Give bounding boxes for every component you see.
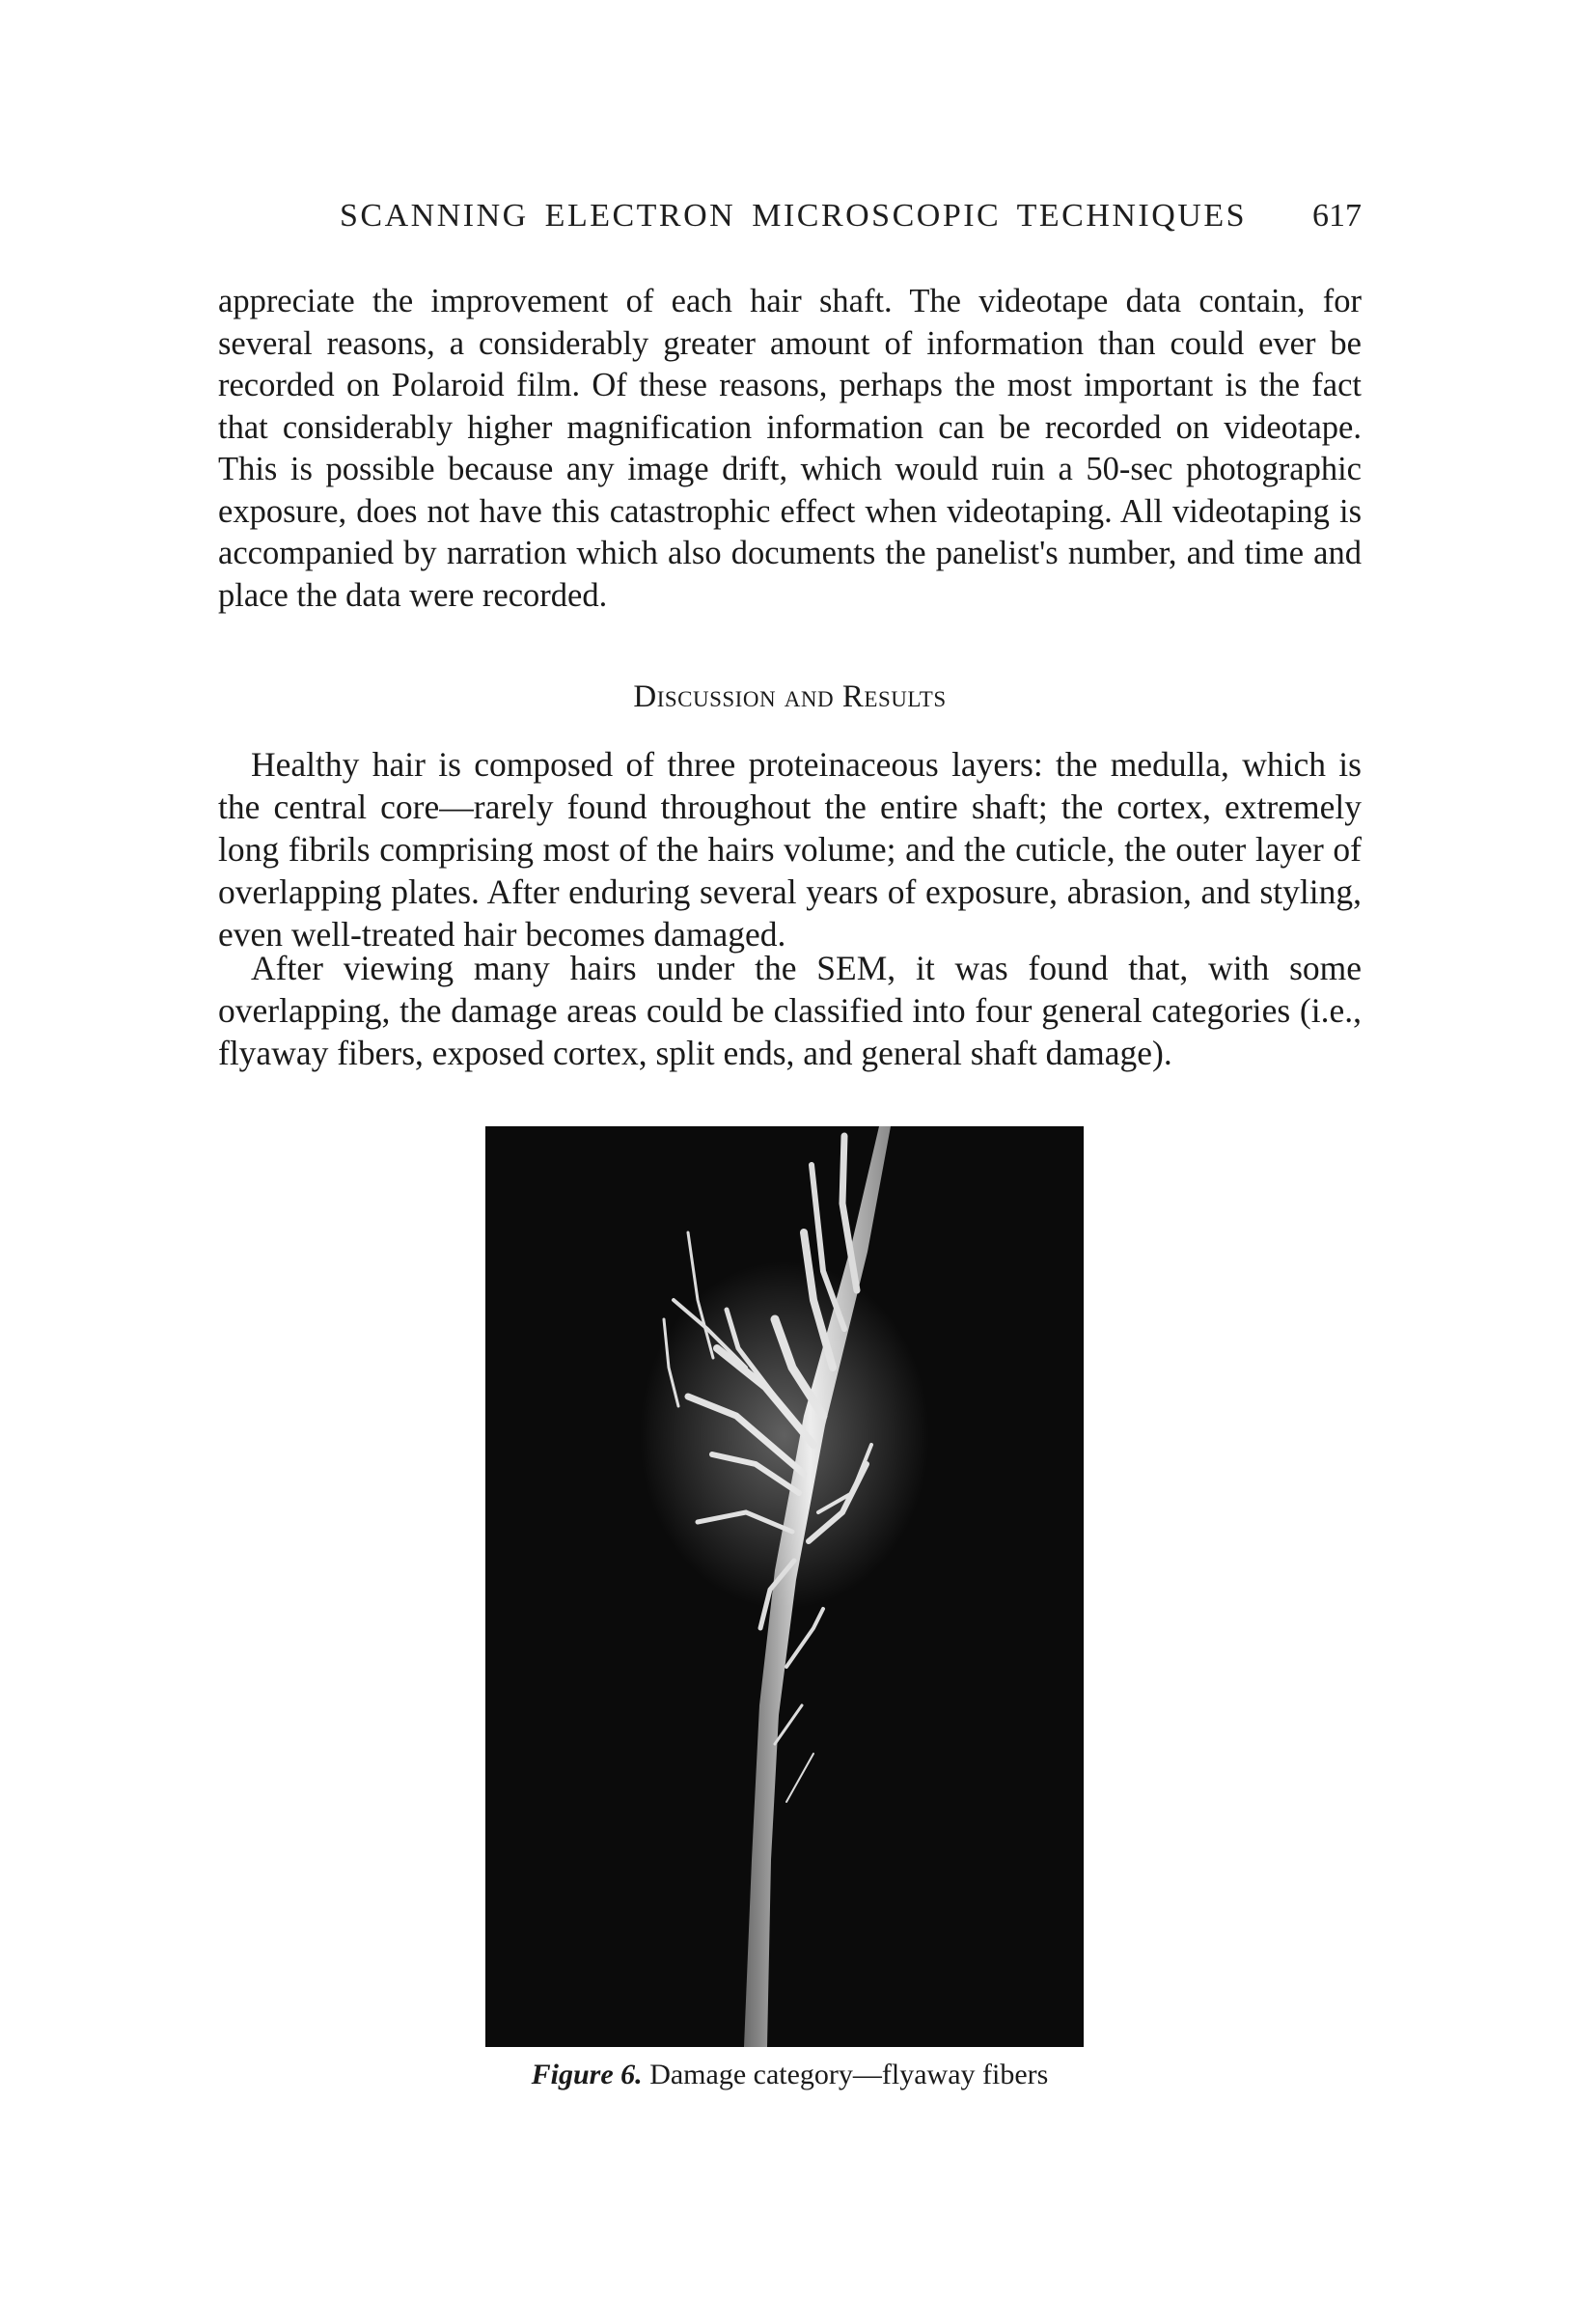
figure-label: Figure 6. — [531, 2059, 643, 2090]
page-number: 617 — [1312, 198, 1362, 234]
section-heading: Discussion and Results — [633, 679, 947, 714]
paragraph-videotape: appreciate the improvement of each hair shaft. The videotape data contain, for several reasons, a considerably greater amount of information than could ever be recorded on Polaroid film. Of these reasons, perhaps the most important is the fact that considerably higher magnification information can be recorded on videotape. This is possible because any image drift, which would ruin a 50-sec photographic exposure, does not have this catastrophic effect when videotaping. All videotaping is accompanied by narration which also documents the panelist's number, and time and place the data were recorded. — [218, 283, 1362, 614]
sem-micrograph-figure — [485, 1126, 1084, 2047]
sem-micrograph — [485, 1126, 1084, 2047]
figure-caption — [218, 2059, 1362, 2091]
running-head — [218, 198, 1362, 240]
running-title: SCANNING ELECTRON MICROSCOPIC TECHNIQUES — [340, 198, 1248, 234]
figure-caption-text: Damage category—flyaway fibers — [649, 2059, 1049, 2090]
paragraph-hair-layers: Healthy hair is composed of three proteinaceous layers: the medulla, which is the central core—rarely found throughout the entire shaft; the cortex, extremely long fibrils comprising most of the hairs volume; and the cuticle, the outer layer of overlapping plates. After enduring several years of exposure, abrasion, and styling, even well-treated hair becomes damaged. — [218, 745, 1362, 954]
paragraph-damage-categories: After viewing many hairs under the SEM, it was found that, with some overlapping, the damage areas could be classified into four general categories (i.e., flyaway fibers, exposed cortex, split ends, and general shaft damage). — [218, 949, 1362, 1072]
